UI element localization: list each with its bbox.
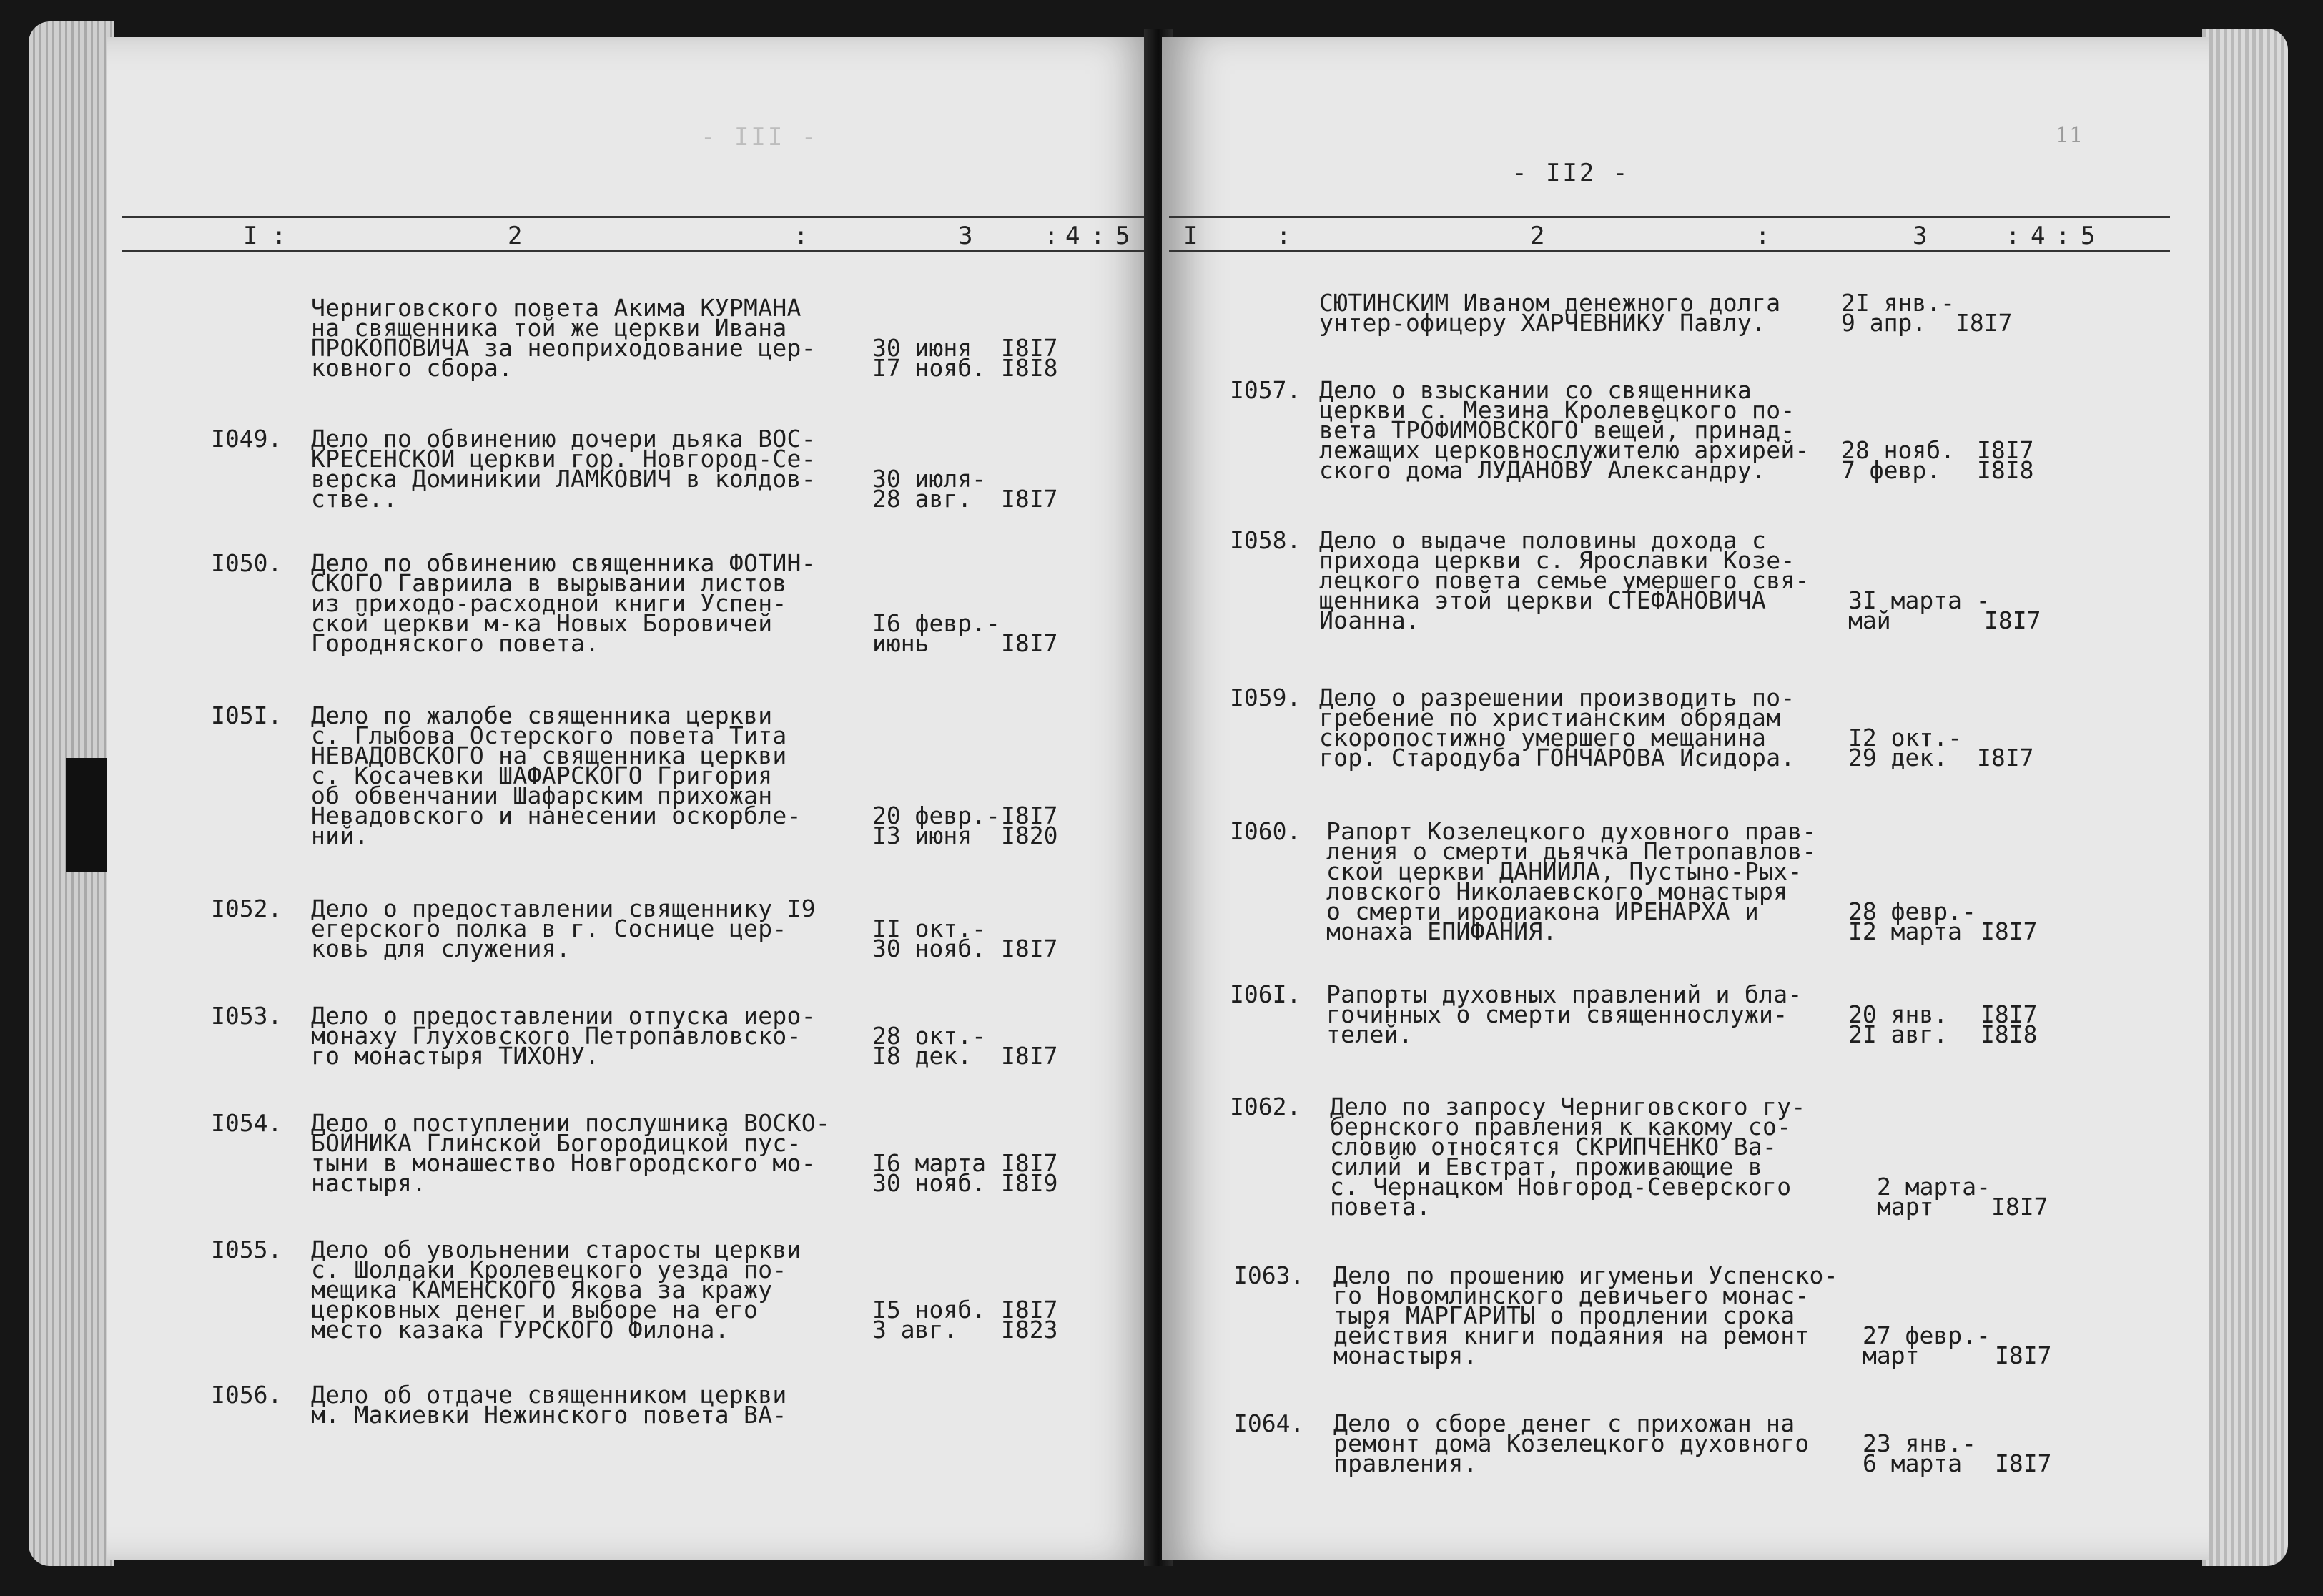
page-number: - II2 - [1512,159,1630,187]
entry-number: I059. [1230,684,1301,711]
entry-dates: 27 февр.- март [1863,1321,1991,1369]
column-separator: : [1044,222,1059,250]
entry-number: I063. [1233,1261,1305,1289]
entry-description: Дело о разрешении производить по- гребение по христианским обрядам скоропостижно умершего мещанина гор. Стародуба ГОНЧАРОВА Исидора. [1319,684,1795,772]
column-header-1: I [243,222,258,250]
entry-description: СЮТИНСКИМ Иваном денежного долга унтер-офицеру ХАРЧЕВНИКУ Павлу. [1319,289,1781,337]
column-separator: : [2006,222,2021,250]
entry-number: I06I. [1230,980,1301,1008]
entry-years: I8I7 I8I8 [1001,334,1058,382]
header-rule-bottom [122,250,1151,252]
column-separator: : [272,222,287,250]
entry-dates: 2 марта- март [1877,1173,1991,1221]
entry-number: I055. [211,1236,282,1264]
entry-dates: I2 окт.- 29 дек. [1848,724,1962,772]
column-header-5: 5 [2081,222,2096,250]
column-separator: : [1090,222,1105,250]
column-separator: : [1755,222,1770,250]
entry-dates: 30 июля- 28 авг. [872,465,986,513]
header-rule-top [1169,216,2170,218]
header-rule-bottom [1169,250,2170,252]
entry-years: I8I7 [1001,485,1058,513]
entry-dates: 2I янв.- 9 апр. [1841,289,1955,337]
entry-dates: I5 нояб. 3 авг. [872,1296,986,1344]
entry-dates: 20 февр.- I3 июня [872,802,1000,849]
entry-description: Дело по запросу Черниговского гу- бернского правления к какому со- словию относятся СКРИПЧЕНКО Ва- силий и Евстрат, проживающие в с. Чернацком Новгород-Северского повета. [1330,1093,1806,1221]
entry-description: Черниговского повета Акима КУРМАНА на священника той же церкви Ивана ПРОКОПОВИЧА за неоприходование цер- ковного сбора. [311,294,816,382]
column-header-4: 4 [1065,222,1080,250]
entry-years: I8I7 [1955,309,2013,337]
column-separator: : [1276,222,1291,250]
entry-number: I056. [211,1381,282,1409]
entry-description: Дело об увольнении старосты церкви с. Шолдаки Кролевецкого уезда по- мещика КАМЕНСКОГО Якова за кражу церковных денег и выборе на его место казака ГУРСКОГО Филона. [311,1236,802,1344]
entry-years: I8I7 [1001,1042,1058,1070]
entry-years: I8I7 I823 [1001,1296,1058,1344]
entry-years: I8I7 I820 [1001,802,1058,849]
entry-years: I8I7 [1984,606,2041,634]
entry-dates: 28 окт.- I8 дек. [872,1022,986,1070]
entry-dates: I6 февр.- июнь [872,609,1000,657]
column-header-2: 2 [1530,222,1545,250]
header-rule-top [122,216,1151,218]
entry-number: I05I. [211,701,282,729]
entry-number: I057. [1230,376,1301,404]
entry-dates: II окт.- 30 нояб. [872,915,986,962]
entry-description: Рапорт Козелецкого духовного прав- ления о смерти дьячка Петропавлов- ской церкви ДАНИИЛА, Пустыно-Рых- ловского Николаевского монастыря о смерти иродиакона ИРЕНАРХА и монаха ЕПИФАНИЯ. [1326,817,1817,945]
right-page [1162,37,2209,1560]
entry-years: I8I7 [1991,1193,2048,1221]
entry-description: Дело о сборе денег с прихожан на ремонт дома Козелецкого духовного правления. [1333,1409,1810,1477]
entry-dates: 28 нояб. 7 февр. [1841,436,1955,484]
entry-number: I054. [211,1109,282,1137]
entry-number: I052. [211,895,282,922]
column-header-3: 3 [958,222,973,250]
entry-number: I049. [211,425,282,453]
entry-years: I8I7 I8I8 [1977,436,2034,484]
column-separator: : [2056,222,2071,250]
entry-dates: I6 марта 30 нояб. [872,1149,986,1197]
entry-years: I8I7 [1001,935,1058,962]
entry-dates: 3I марта - май [1848,586,1991,634]
entry-years: I8I7 [1981,917,2038,945]
entry-description: Дело о предоставлении отпуска иеро- монаху Глуховского Петропавловско- го монастыря ТИХОНУ. [311,1002,816,1070]
entry-number: I064. [1233,1409,1305,1437]
entry-years: I8I7 [1995,1449,2052,1477]
entry-number: I060. [1230,817,1301,845]
entry-number: I062. [1230,1093,1301,1120]
entry-years: I8I7 I8I8 [1981,1000,2038,1048]
entry-description: Дело по жалобе священника церкви с. Глыбова Остерского повета Тита НЕВАДОВСКОГО на священника церкви с. Косачевки ШАФАРСКОГО Григория об обвенчании Шафарским прихожан Невадовского и нанесении оскорбле- ний. [311,701,802,849]
entry-description: Дело о предоставлении священнику I9 егерского полка в г. Соснице цер- ковь для служения. [311,895,816,962]
page-number: - III - [701,123,819,152]
entry-description: Дело по обвинению священника ФОТИН- СКОГО Гавриила в вырывании листов из приходо-расходной книги Успен- ской церкви м-ка Новых Боровичей Городняского повета. [311,549,816,657]
entry-number: I050. [211,549,282,577]
entry-description: Дело о взыскании со священника церкви с. Мезина Кролевецкого по- вета ТРОФИМОВСКОГО вещей, принад- лежащих церковнослужителю архирей- ского дома ЛУДАНОВУ Александру. [1319,376,1810,484]
entry-description: Дело по прошению игуменьи Успенско- го Новомлинского девичьего монас- тыря МАРГАРИТЫ о продлении срока действия книги подаяния на ремонт монастыря. [1333,1261,1838,1369]
column-header-4: 4 [2031,222,2046,250]
entry-description: Дело по обвинению дочери дьяка ВОС- КРЕСЕНСКОЙ церкви гор. Новгород-Се- верска Доминикии ЛАМКОВИЧ в колдов- стве.. [311,425,816,513]
entry-years: I8I7 I8I9 [1001,1149,1058,1197]
column-header-2: 2 [508,222,523,250]
entry-dates: 20 янв. 2I авг. [1848,1000,1948,1048]
entry-dates: 30 июня I7 нояб. [872,334,986,382]
pencil-folio-mark: 11 [2056,123,2083,148]
column-header-3: 3 [1913,222,1928,250]
entry-dates: 28 февр.- I2 марта [1848,897,1976,945]
column-separator: : [794,222,809,250]
column-header-1: I [1183,222,1198,250]
entry-years: I8I7 [1001,629,1058,657]
entry-description: Дело об отдаче священником церкви м. Макиевки Нежинского повета ВА- [311,1381,787,1429]
entry-years: I8I7 [1977,744,2034,772]
page-edges-right [2202,29,2288,1566]
entry-number: I058. [1230,526,1301,554]
column-header-5: 5 [1115,222,1130,250]
entry-description: Дело о выдаче половины дохода с прихода церкви с. Ярославки Козе- лецкого повета семье умершего свя- щенника этой церкви СТЕФАНОВИЧА Иоанна. [1319,526,1810,634]
entry-description: Дело о поступлении послушника ВОСКО- БОЙНИКА Глинской Богородицкой пус- тыни в монашество Новгородского мо- настыря. [311,1109,831,1197]
entry-years: I8I7 [1995,1341,2052,1369]
entry-dates: 23 янв.- 6 марта [1863,1429,1976,1477]
entry-description: Рапорты духовных правлений и бла- гочинных о смерти священнослужи- телей. [1326,980,1802,1048]
entry-number: I053. [211,1002,282,1030]
left-page [107,37,1158,1560]
